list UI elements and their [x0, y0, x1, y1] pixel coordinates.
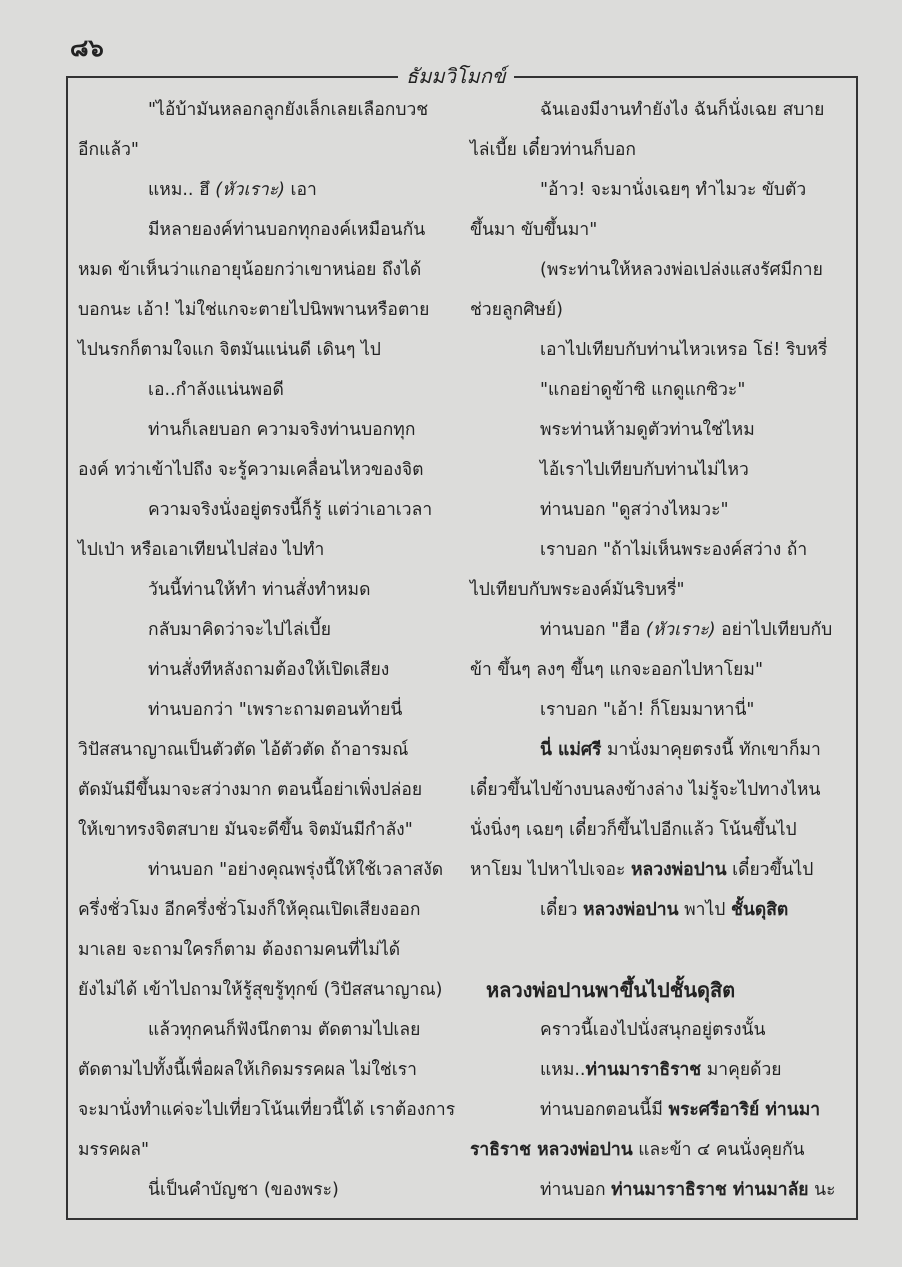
text-segment: ท่านบอกตอนนี้มี	[540, 1100, 669, 1120]
bold-name: ท่านมาราธิราช	[585, 1060, 702, 1080]
text-line: ความจริงนั่งอยู่ตรงนี้ก็รู้ แต่ว่าเอาเวลา	[148, 500, 433, 520]
text-line: ช่วยลูกศิษย์)	[470, 300, 564, 320]
bold-name: หลวงพ่อปาน	[583, 900, 679, 920]
text-line: หมด ข้าเห็นว่าแกอายุน้อยกว่าเขาหน่อย ถึงได้	[78, 260, 422, 280]
bold-name: ชั้นดุสิต	[730, 900, 789, 920]
text-line: มีหลายองค์ท่านบอกทุกองค์เหมือนกัน	[148, 220, 426, 240]
text-line: วิปัสสนาญาณเป็นตัวตัด ไอ้ตัวตัด ถ้าอารมณ์	[78, 740, 409, 760]
text-line: ครึ่งชั่วโมง อีกครึ่งชั่วโมงก็ให้คุณเปิดเสียงออก	[78, 900, 421, 920]
text-line: ไปเป่า หรือเอาเทียนไปส่อง ไปทำ	[78, 540, 325, 560]
bold-name: นี่ แม่ศรี	[540, 740, 602, 760]
running-title: ธัมมวิโมกข์	[398, 60, 514, 92]
bold-name: หลวงพ่อปาน	[631, 860, 727, 880]
text-line: ท่านก็เลยบอก ความจริงท่านบอกทุก	[148, 420, 416, 440]
text-line: เดี๋ยวขึ้นไปข้างบนลงข้างล่าง ไม่รู้จะไปทางไหน	[470, 780, 821, 800]
text-line: "อ้าว! จะมานั่งเฉยๆ ทำไมวะ ขับตัว	[540, 180, 807, 200]
bold-name: พระศรีอาริย์ ท่านมา	[668, 1100, 821, 1120]
text-line	[470, 890, 850, 930]
text-segment: เอา	[284, 180, 317, 200]
text-line: นั่งนิ่งๆ เฉยๆ เดี๋ยวก็ขึ้นไปอีกแล้ว โน้นขึ้นไป	[470, 820, 797, 840]
text-segment: เดี๋ยว	[540, 900, 583, 920]
text-line: มรรคผล"	[78, 1140, 150, 1160]
text-line: "แกอย่าดูข้าซิ แกดูแกซิวะ"	[540, 380, 746, 400]
text-line: ไปเทียบกับพระองค์มันริบหรี่"	[470, 580, 685, 600]
text-line: วันนี้ท่านให้ทำ ท่านสั่งทำหมด	[148, 580, 371, 600]
right-column	[470, 90, 850, 1210]
text-segment: มาคุยด้วย	[701, 1060, 782, 1080]
text-line	[78, 170, 440, 210]
left-column	[78, 90, 456, 1210]
text-line	[470, 1090, 850, 1130]
italic-note: (หัวเราะ)	[215, 180, 285, 200]
text-line: มาเลย จะถามใครก็ตาม ต้องถามคนที่ไม่ได้	[78, 940, 401, 960]
text-segment: หาโยม ไปหาไปเจอะ	[470, 860, 632, 880]
text-line: (พระท่านให้หลวงพ่อเปล่งแสงรัศมีกาย	[540, 260, 823, 280]
text-line: เอาไปเทียบกับท่านไหวเหรอ โธ่! ริบหรี่	[540, 340, 828, 360]
text-line: คราวนี้เองไปนั่งสนุกอยู่ตรงนั้น	[540, 1020, 766, 1040]
text-segment: เดี๋ยวขึ้นไป	[726, 860, 814, 880]
text-line	[470, 730, 850, 770]
text-line: ท่านบอก "ดูสว่างไหมวะ"	[540, 500, 729, 520]
text-segment: ท่านบอก	[540, 1180, 612, 1200]
text-line	[470, 1130, 850, 1170]
text-segment: แหม.. ฮึ	[148, 180, 216, 200]
section-spacer	[470, 930, 850, 970]
text-line	[470, 610, 850, 650]
text-line: ไอ้เราไปเทียบกับท่านไม่ไหว	[540, 460, 749, 480]
text-line: ยังไม่ได้ เข้าไปถามให้รู้สุขรู้ทุกข์ (วิปัสสนาญาณ)	[78, 980, 443, 1000]
text-line: บอกนะ เอ้า! ไม่ใช่แกจะตายไปนิพพานหรือตาย	[78, 300, 430, 320]
text-line: เราบอก "เอ้า! ก็โยมมาหานี่"	[540, 700, 755, 720]
text-line	[470, 1050, 850, 1090]
text-line: ให้เขาทรงจิตสบาย มันจะดีขึ้น จิตมันมีกำลัง"	[78, 820, 413, 840]
text-line	[470, 850, 850, 890]
text-line: ท่านบอก "อย่างคุณพรุ่งนี้ให้ใช้เวลาสงัด	[148, 860, 444, 880]
text-segment: อย่าไปเทียบกับ	[715, 620, 833, 640]
text-segment: นะ	[808, 1180, 836, 1200]
text-line: เอ..กำลังแน่นพอดี	[148, 380, 284, 400]
text-line: ท่านสั่งทีหลังถามต้องให้เปิดเสียง	[148, 660, 390, 680]
text-line: องค์ ทว่าเข้าไปถึง จะรู้ความเคลื่อนไหวของจิต	[78, 460, 424, 480]
text-line: อีกแล้ว"	[78, 140, 139, 160]
text-line: ฉันเองมีงานทำยังไง ฉันก็นั่งเฉย สบาย	[540, 100, 825, 120]
text-segment: พาไป	[678, 900, 731, 920]
text-line: ตัดมันมีขึ้นมาจะสว่างมาก ตอนนี้อย่าเพิ่งปล่อย	[78, 780, 423, 800]
text-line	[470, 1170, 850, 1210]
text-segment: และข้า ๔ คนนั่งคุยกัน	[632, 1140, 805, 1160]
text-line: ท่านบอกว่า "เพราะถามตอนท้ายนี่	[148, 700, 403, 720]
text-line: ไปนรกก็ตามใจแก จิตมันแน่นดี เดินๆ ไป	[78, 340, 381, 360]
italic-note: (หัวเราะ)	[645, 620, 716, 640]
text-line: เราบอก "ถ้าไม่เห็นพระองค์สว่าง ถ้า	[540, 540, 808, 560]
page-number: ๘๖	[70, 34, 104, 62]
text-line: จะมานั่งทำแค่จะไปเที่ยวโน้นเที่ยวนี้ได้ เราต้องการ	[78, 1100, 456, 1120]
text-line: กลับมาคิดว่าจะไปไล่เบี้ย	[148, 620, 331, 640]
text-line: ขึ้นมา ขับขึ้นมา"	[470, 220, 598, 240]
bold-name: ท่านมาราธิราช ท่านมาลัย	[611, 1180, 809, 1200]
bold-name: ราธิราช หลวงพ่อปาน	[470, 1140, 633, 1160]
text-line: ไล่เบี้ย เดี๋ยวท่านก็บอก	[470, 140, 636, 160]
text-segment: มานั่งมาคุยตรงนี้ ทักเขาก็มา	[601, 740, 821, 760]
text-line: ข้า ขึ้นๆ ลงๆ ขึ้นๆ แกจะออกไปหาโยม"	[470, 660, 764, 680]
text-segment: แหม..	[540, 1060, 586, 1080]
text-line: แล้วทุกคนก็ฟังนึกตาม ตัดตามไปเลย	[148, 1020, 421, 1040]
text-line: พระท่านห้ามดูตัวท่านใช่ไหม	[540, 420, 755, 440]
section-heading: หลวงพ่อปานพาขึ้นไปชั้นดุสิต	[486, 978, 736, 1002]
text-line: นี่เป็นคำบัญชา (ของพระ)	[148, 1180, 339, 1200]
text-line: "ไอ้บ้ามันหลอกลูกยังเล็กเลยเลือกบวช	[148, 100, 429, 120]
text-line: ตัดตามไปทั้งนี้เพื่อผลให้เกิดมรรคผล ไม่ใช่เรา	[78, 1060, 417, 1080]
text-segment: ท่านบอก "ฮือ	[540, 620, 646, 640]
